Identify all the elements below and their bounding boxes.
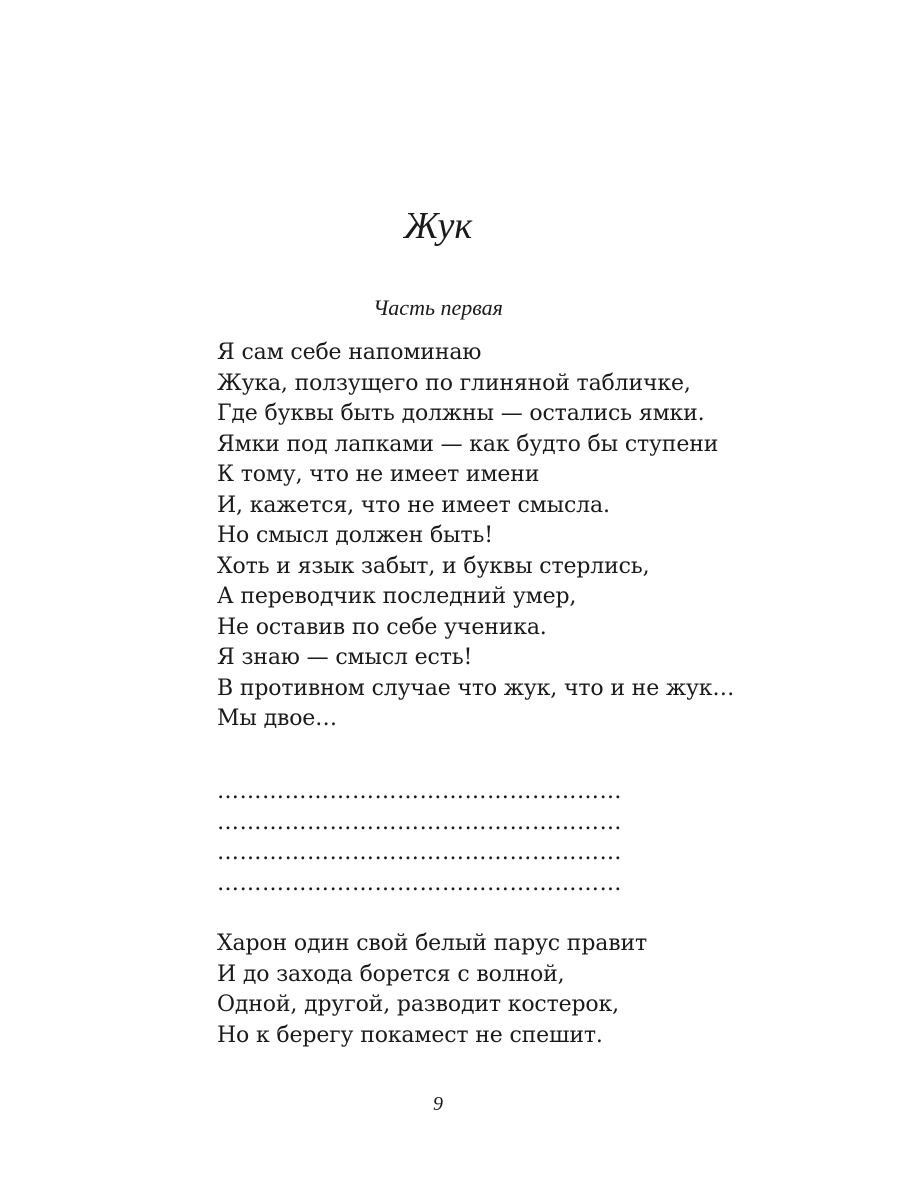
verse-line: Где буквы быть должны — остались ямки.: [217, 401, 705, 426]
dotted-line: ………………………………………………: [217, 809, 622, 835]
verse-line: Одной, другой, разводит костерок,: [217, 992, 619, 1017]
verse-line: Но к берегу покамест не спешит.: [217, 1022, 603, 1048]
verse-line: А переводчик последний умер,: [217, 584, 577, 609]
stanza-3: [217, 929, 837, 1051]
verse-line: И до захода борется с волной,: [217, 961, 565, 987]
verse-line: Я знаю — смысл есть!: [217, 645, 473, 670]
stanza-2-ellipsis: [217, 777, 837, 899]
verse-line: К тому, что не имеет имени: [217, 462, 540, 487]
verse-line: Я сам себе напоминаю: [217, 340, 482, 365]
dotted-line: ………………………………………………: [217, 870, 622, 896]
part-heading: Часть первая: [373, 295, 503, 320]
poem-title: Жук: [403, 205, 473, 247]
verse-line: Жука, ползущего по глиняной табличке,: [217, 370, 691, 396]
verse-line: Хоть и язык забыт, и буквы стерлись,: [217, 553, 650, 579]
verse-line: Но смысл должен быть!: [217, 523, 493, 548]
page-number: 9: [433, 1093, 443, 1115]
stanza-1: [217, 338, 837, 735]
dotted-line: ………………………………………………: [217, 779, 622, 804]
verse-line: И, кажется, что не имеет смысла.: [217, 492, 610, 518]
dotted-line: ………………………………………………: [217, 840, 622, 865]
verse-line: Ямки под лапками — как будто бы ступени: [217, 431, 719, 457]
verse-line: Не оставив по себе ученика.: [217, 614, 547, 640]
verse-line: В противном случае что жук, что и не жук…: [217, 675, 735, 701]
verse-line: Мы двое…: [217, 706, 338, 731]
verse-line: Харон один свой белый парус правит: [217, 931, 647, 956]
